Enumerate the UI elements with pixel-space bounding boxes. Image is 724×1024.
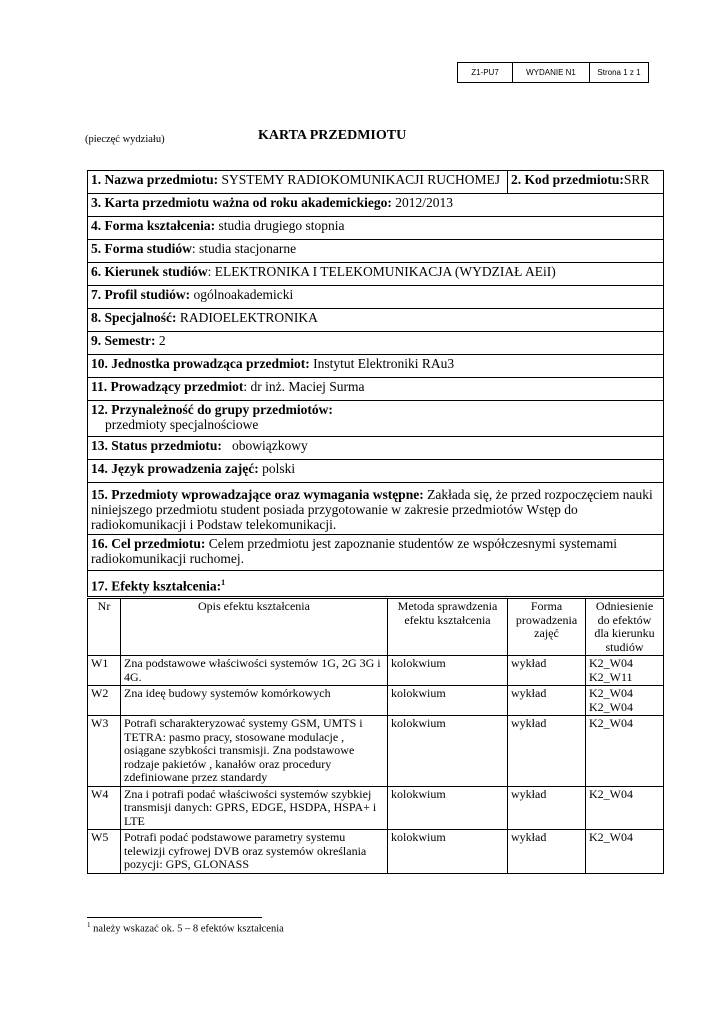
- field-row-8: [88, 309, 664, 332]
- table-row: [88, 656, 664, 686]
- field-row-14: [88, 460, 664, 483]
- field-row-12: [88, 401, 664, 437]
- field-row-16: [88, 535, 664, 571]
- field-5-value: : studia stacjonarne: [191, 241, 297, 256]
- field-17-label: 17. Efekty kształcenia:: [91, 578, 222, 594]
- row-form: wykład: [508, 786, 586, 830]
- field-row-5: [88, 240, 664, 263]
- footnote: [87, 921, 284, 935]
- row-form: wykład: [508, 716, 586, 787]
- row-description: Potrafi podać podstawowe parametry systemu telewizji cyfrowej DVB oraz systemów określania pozycji: GPS, GLONASS: [121, 830, 388, 874]
- field-12-label: 12. Przynależność do grupy przedmiotów:: [91, 402, 333, 417]
- header-method: Metoda sprawdzenia efektu kształcenia: [388, 599, 508, 656]
- header-form: Forma prowadzenia zajęć: [508, 599, 586, 656]
- table-row: [88, 786, 664, 830]
- field-3-label: 3. Karta przedmiotu ważna od roku akademickiego:: [91, 195, 392, 210]
- row-form: wykład: [508, 686, 586, 716]
- field-row-7: [88, 286, 664, 309]
- field-10-value: Instytut Elektroniki RAu3: [309, 356, 455, 371]
- faculty-stamp: (pieczęć wydziału): [85, 134, 165, 145]
- course-card-table: [87, 170, 664, 597]
- row-method: kolokwium: [388, 686, 508, 716]
- field-row-1: [88, 171, 664, 194]
- field-15-label: 15. Przedmioty wprowadzające oraz wymagania wstępne:: [91, 487, 424, 502]
- row-method: kolokwium: [388, 786, 508, 830]
- field-13-value: obowiązkowy: [232, 438, 308, 453]
- row-reference: K2_W04: [586, 786, 664, 830]
- document-header: [457, 62, 649, 83]
- row-form: wykład: [508, 656, 586, 686]
- table-row: [88, 830, 664, 874]
- row-reference-2: K2_W04: [589, 699, 633, 714]
- field-row-4: [88, 217, 664, 240]
- field-2-value: SRR: [623, 172, 650, 187]
- row-method: kolokwium: [388, 830, 508, 874]
- row-method: kolokwium: [388, 656, 508, 686]
- field-8-label: 8. Specjalność:: [91, 310, 177, 325]
- field-row-10: [88, 355, 664, 378]
- row-nr: W1: [88, 656, 121, 686]
- field-9-value: 2: [155, 333, 166, 348]
- field-14-label: 14. Język prowadzenia zajęć:: [91, 461, 259, 476]
- row-reference: K2_W04: [586, 830, 664, 874]
- header-reference: Odniesienie do efektów dla kierunku studiów: [586, 599, 664, 656]
- footnote-text: należy wskazać ok. 5 – 8 efektów kształcenia: [90, 923, 284, 935]
- field-9-label: 9. Semestr:: [91, 333, 156, 348]
- field-3-value: 2012/2013: [391, 195, 454, 210]
- field-8-value: RADIOELEKTRONIKA: [176, 310, 318, 325]
- row-nr: W3: [88, 716, 121, 787]
- field-13-label: 13. Status przedmiotu:: [91, 438, 222, 453]
- field-1-label: 1. Nazwa przedmiotu:: [91, 172, 219, 187]
- field-16-value: Celem przedmiotu jest zapoznanie studentów ze współczesnymi systemami radiokomunikacji ruchomej.: [91, 536, 617, 566]
- field-row-17: [88, 571, 664, 597]
- field-row-11: [88, 378, 664, 401]
- field-10-label: 10. Jednostka prowadząca przedmiot:: [91, 356, 310, 371]
- field-17-footnote-mark: 1: [221, 578, 226, 587]
- field-2-label: 2. Kod przedmiotu:: [511, 172, 624, 187]
- outcomes-header-row: [88, 599, 664, 656]
- doc-page: Strona 1 z 1: [590, 63, 649, 83]
- field-11-label: 11. Prowadzący przedmiot: [91, 379, 244, 394]
- row-nr: W2: [88, 686, 121, 716]
- field-1-value: SYSTEMY RADIOKOMUNIKACJI RUCHOMEJ: [218, 172, 501, 187]
- field-row-13: [88, 437, 664, 460]
- footnote-divider: [87, 917, 262, 918]
- header-nr: Nr: [88, 599, 121, 656]
- field-6-value: : ELEKTRONIKA I TELEKOMUNIKACJA (WYDZIAŁ AEiI): [207, 264, 556, 279]
- field-row-9: [88, 332, 664, 355]
- field-15-value: Zakłada się, że przed rozpoczęciem nauki niniejszego przedmiotu student posiada przygotowanie w zakresie przedmiotów Wstęp do radiokomunikacji i Podstaw telekomunikacji.: [91, 487, 653, 532]
- field-16-label: 16. Cel przedmiotu:: [91, 536, 206, 551]
- field-11-value: : dr inż. Maciej Surma: [243, 379, 365, 394]
- table-row: [88, 716, 664, 787]
- table-row: [88, 686, 664, 716]
- field-6-label: 6. Kierunek studiów: [91, 264, 208, 279]
- doc-edition: WYDANIE N1: [513, 63, 590, 83]
- field-row-6: [88, 263, 664, 286]
- footnote-mark: 1: [87, 921, 91, 929]
- row-description: Zna i potrafi podać właściwości systemów szybkiej transmisji danych: GPRS, EDGE, HSDPA, HSPA+ i LTE: [121, 786, 388, 830]
- field-4-value: studia drugiego stopnia: [215, 218, 345, 233]
- field-12-value: przedmioty specjalnościowe: [105, 417, 259, 432]
- field-7-label: 7. Profil studiów:: [91, 287, 191, 302]
- header-description: Opis efektu kształcenia: [121, 599, 388, 656]
- row-method: kolokwium: [388, 716, 508, 787]
- row-reference: K2_W04: [589, 686, 633, 700]
- field-4-label: 4. Forma kształcenia:: [91, 218, 216, 233]
- row-nr: W4: [88, 786, 121, 830]
- row-reference-2: K2_W11: [589, 669, 633, 684]
- field-row-3: [88, 194, 664, 217]
- field-row-15: [88, 483, 664, 535]
- row-description: Potrafi scharakteryzować systemy GSM, UMTS i TETRA: pasmo pracy, stosowane modulacje , osiągane szybkości transmisji. Zna podstawowe rodzaje pakietów , kanałów oraz procedury zdefiniowane przez standardy: [121, 716, 388, 787]
- field-14-value: polski: [258, 461, 296, 476]
- page-title: KARTA PRZEDMIOTU: [258, 128, 407, 143]
- doc-code: Z1-PU7: [458, 63, 513, 83]
- row-description: Zna ideę budowy systemów komórkowych: [121, 686, 388, 716]
- row-form: wykład: [508, 830, 586, 874]
- row-reference: K2_W04: [589, 656, 633, 670]
- row-reference: K2_W04: [586, 716, 664, 787]
- row-description: Zna podstawowe właściwości systemów 1G, 2G 3G i 4G.: [121, 656, 388, 686]
- field-7-value: ogólnoakademicki: [190, 287, 294, 302]
- learning-outcomes-table: [87, 598, 664, 874]
- field-5-label: 5. Forma studiów: [91, 241, 192, 256]
- row-nr: W5: [88, 830, 121, 874]
